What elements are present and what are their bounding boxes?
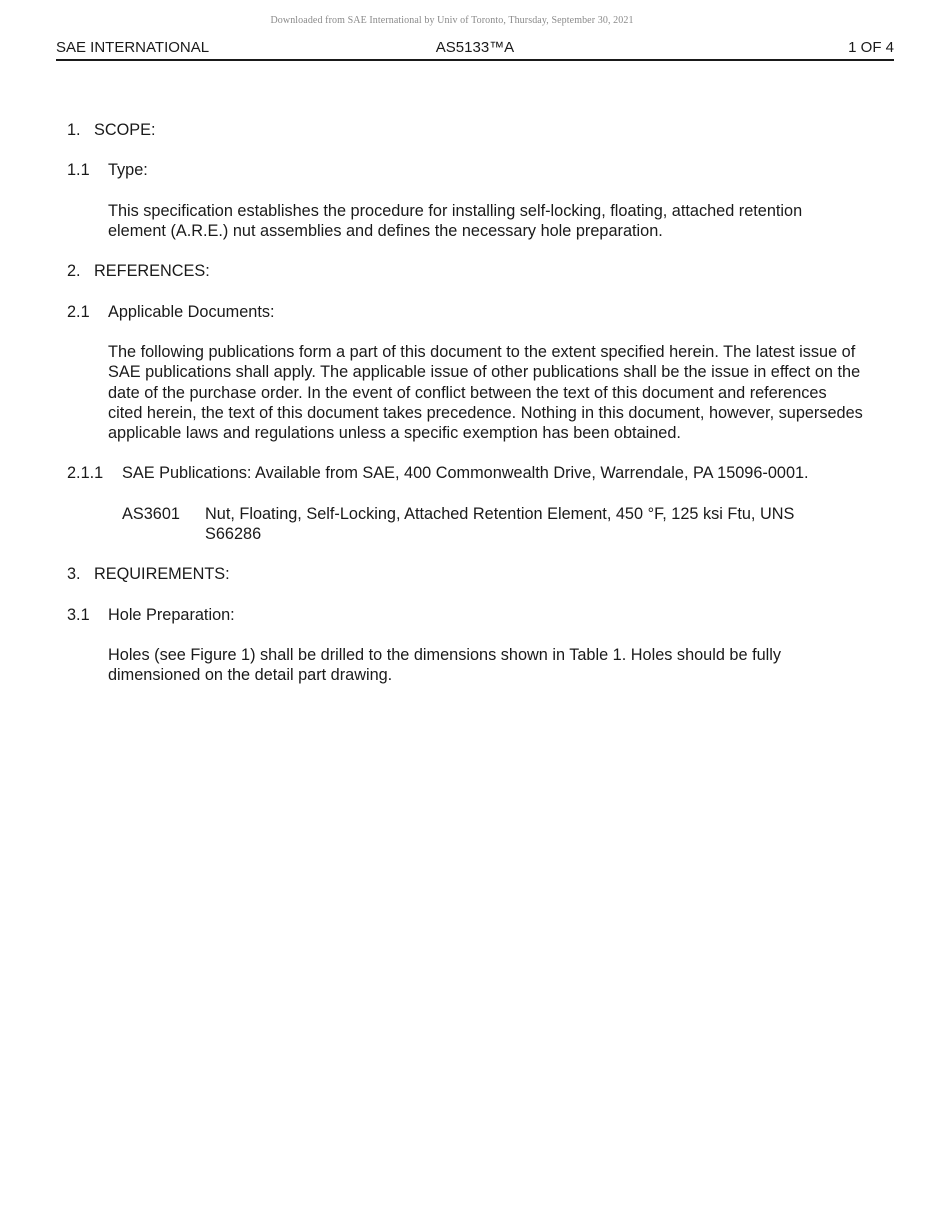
- page-header: [56, 38, 894, 61]
- section-number: 1.1: [67, 161, 90, 180]
- section-title: REQUIREMENTS:: [94, 565, 230, 584]
- section-3-heading: [67, 564, 867, 584]
- page-number: 1 OF 4: [848, 39, 894, 56]
- section-3-1-heading: [67, 605, 867, 625]
- section-2-1-1-heading: [67, 463, 867, 483]
- section-number: 2.1.1: [67, 464, 104, 483]
- section-title: SAE Publications: Available from SAE, 400 Commonwealth Drive, Warrendale, PA 15096-0001.: [122, 464, 809, 483]
- reference-document-entry: [122, 504, 867, 544]
- section-1-1-paragraph: This specification establishes the procedure for installing self-locking, floating, attached retention element (A.R.E.) nut assemblies and defines the necessary hole preparation.: [108, 201, 803, 240]
- document-body: [67, 120, 867, 686]
- section-title: Hole Preparation:: [108, 605, 235, 624]
- section-number: 2.1: [67, 302, 90, 321]
- section-number: 3.: [67, 565, 81, 584]
- section-title: SCOPE:: [94, 121, 156, 139]
- section-1-1-heading: [67, 160, 867, 180]
- download-watermark: Downloaded from SAE International by Univ of Toronto, Thursday, September 30, 2021: [270, 15, 634, 26]
- section-title: Type:: [108, 161, 148, 180]
- publisher-name: SAE INTERNATIONAL: [56, 39, 210, 56]
- document-number: AS5133™A: [435, 39, 515, 56]
- section-2-1-paragraph: The following publications form a part of this document to the extent specified herein. The latest issue of SAE publications shall apply. The applicable issue of other publications shall be the issue in effect on the date of the purchase order. In the event of conflict between the text of this document and references cited herein, the text of this document takes precedence. Nothing in this document, however, supersedes applicable laws and regulations unless a specific exemption has been obtained.: [108, 343, 863, 442]
- section-2-heading: [67, 261, 867, 281]
- section-number: 3.1: [67, 605, 90, 624]
- section-number: 1.: [67, 121, 81, 139]
- section-title: REFERENCES:: [94, 262, 210, 281]
- reference-code: AS3601: [122, 504, 180, 523]
- section-2-1-heading: [67, 302, 867, 322]
- reference-title: Nut, Floating, Self-Locking, Attached Retention Element, 450 °F, 125 ksi Ftu, UNS S66286: [205, 504, 795, 543]
- section-1-heading: [67, 120, 867, 140]
- section-number: 2.: [67, 262, 81, 281]
- section-3-1-paragraph: Holes (see Figure 1) shall be drilled to the dimensions shown in Table 1. Holes should be fully dimensioned on the detail part drawing.: [108, 646, 782, 685]
- section-title: Applicable Documents:: [108, 302, 275, 321]
